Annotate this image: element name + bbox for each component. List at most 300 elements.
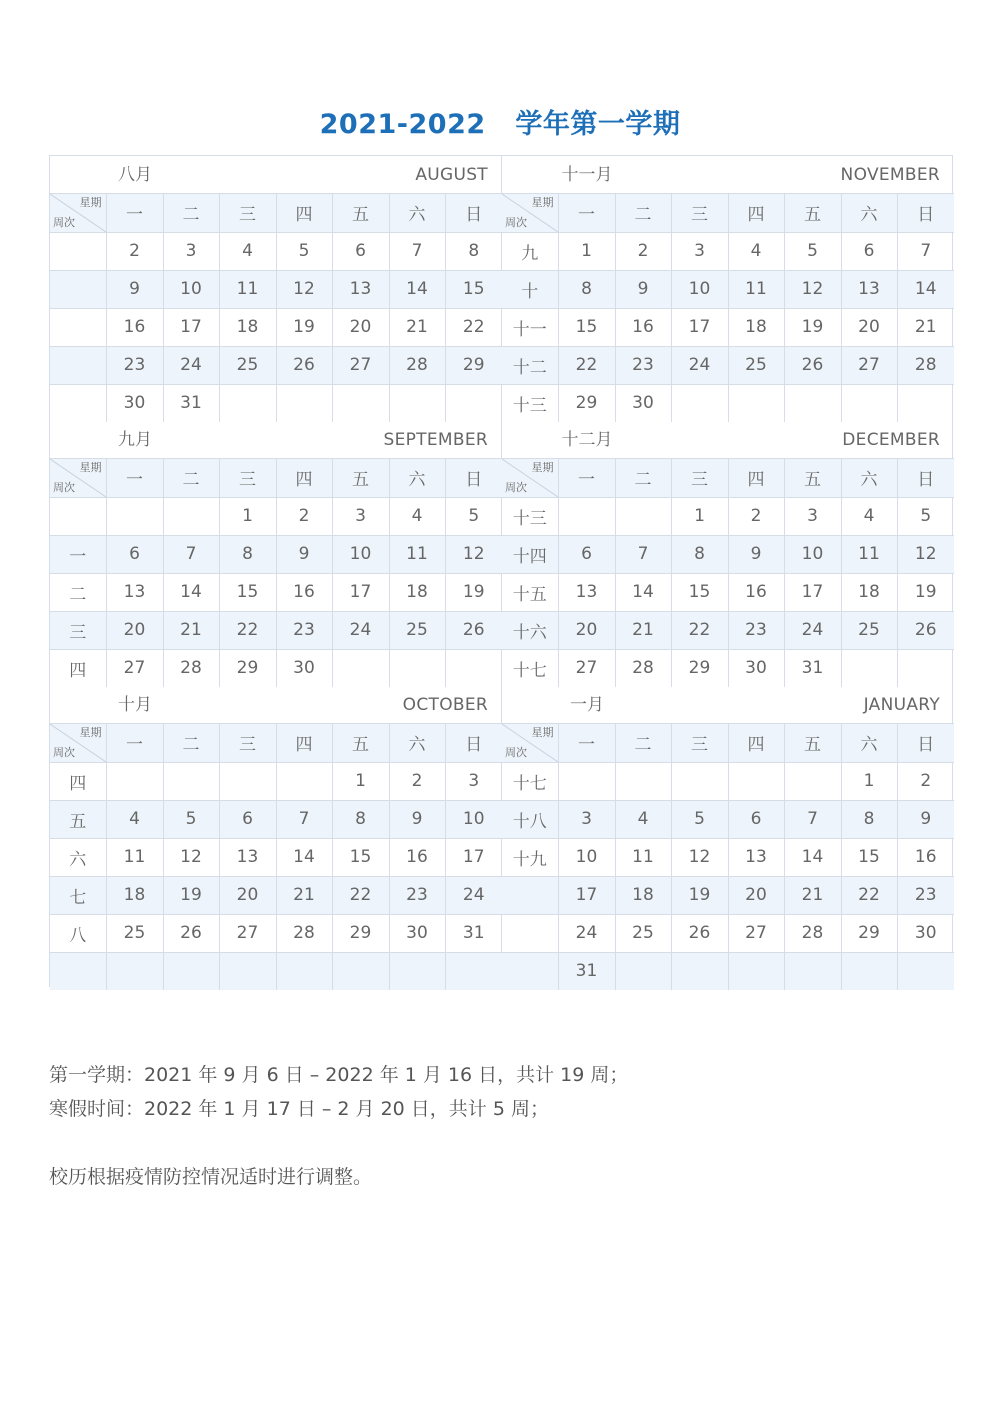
date-cell: 19 bbox=[276, 308, 332, 346]
date-cell: 26 bbox=[897, 611, 954, 649]
date-cell: 4 bbox=[841, 497, 897, 535]
date-cell: 28 bbox=[163, 649, 219, 687]
week-row bbox=[50, 876, 502, 914]
week-number-cell bbox=[50, 232, 106, 270]
week-number-cell: 十八 bbox=[502, 800, 558, 838]
week-number-cell bbox=[50, 952, 106, 990]
weekday-label: 二 bbox=[615, 724, 671, 762]
date-cell: 26 bbox=[445, 611, 502, 649]
week-number-cell: 十七 bbox=[502, 762, 558, 800]
weekday-label: 日 bbox=[445, 724, 502, 762]
date-cell: 31 bbox=[163, 384, 219, 422]
date-cell: 9 bbox=[276, 535, 332, 573]
date-cell: 14 bbox=[389, 270, 445, 308]
week-corner-cell bbox=[50, 724, 106, 762]
date-cell: 17 bbox=[784, 573, 841, 611]
week-number-cell: 十三 bbox=[502, 384, 558, 422]
month-name-cn: 十月 bbox=[118, 695, 152, 715]
week-row bbox=[502, 573, 954, 611]
date-cell: 12 bbox=[163, 838, 219, 876]
page-title: 2021-2022 学年第一学期 bbox=[319, 109, 681, 140]
weekday-label: 六 bbox=[841, 724, 897, 762]
date-cell: 11 bbox=[106, 838, 163, 876]
date-cell: 4 bbox=[219, 232, 276, 270]
date-cell: 31 bbox=[784, 649, 841, 687]
date-cell: 23 bbox=[106, 346, 163, 384]
date-cell: 23 bbox=[897, 876, 954, 914]
date-cell: 6 bbox=[558, 535, 615, 573]
date-cell: 11 bbox=[389, 535, 445, 573]
date-cell: 26 bbox=[163, 914, 219, 952]
weekday-header-row bbox=[502, 724, 954, 762]
week-number-cell bbox=[50, 346, 106, 384]
date-cell: 30 bbox=[276, 649, 332, 687]
weekday-label: 六 bbox=[389, 459, 445, 497]
weekday-label: 日 bbox=[897, 194, 954, 232]
date-cell: 7 bbox=[784, 800, 841, 838]
month-name-en: DECEMBER bbox=[842, 430, 940, 450]
week-number-cell: 十五 bbox=[502, 573, 558, 611]
date-cell: 19 bbox=[897, 573, 954, 611]
month-name-cn: 十一月 bbox=[561, 165, 613, 185]
weekday-label: 四 bbox=[276, 724, 332, 762]
month-name-cn: 十二月 bbox=[561, 430, 613, 450]
week-row bbox=[50, 384, 502, 422]
date-cell: 28 bbox=[615, 649, 671, 687]
date-cell bbox=[163, 762, 219, 800]
weekday-label: 日 bbox=[445, 459, 502, 497]
week-number-cell: 二 bbox=[50, 573, 106, 611]
weekday-header-row bbox=[50, 194, 502, 232]
week-number-cell bbox=[50, 497, 106, 535]
week-number-cell: 十二 bbox=[502, 346, 558, 384]
weekday-corner-label: 星期 bbox=[79, 196, 102, 209]
week-number-corner-label: 周次 bbox=[505, 480, 527, 494]
week-row bbox=[50, 308, 502, 346]
date-cell bbox=[106, 952, 163, 990]
date-cell: 21 bbox=[897, 308, 954, 346]
weekday-label: 六 bbox=[841, 194, 897, 232]
date-cell: 26 bbox=[671, 914, 728, 952]
date-cell bbox=[784, 384, 841, 422]
month-header bbox=[50, 686, 502, 724]
date-cell: 25 bbox=[219, 346, 276, 384]
date-cell: 11 bbox=[219, 270, 276, 308]
date-cell: 28 bbox=[276, 914, 332, 952]
date-cell: 28 bbox=[897, 346, 954, 384]
weekday-label: 一 bbox=[106, 194, 163, 232]
date-cell bbox=[897, 952, 954, 990]
weekday-label: 四 bbox=[276, 459, 332, 497]
date-cell: 16 bbox=[897, 838, 954, 876]
month-block bbox=[50, 156, 502, 422]
date-cell: 3 bbox=[671, 232, 728, 270]
date-cell: 29 bbox=[219, 649, 276, 687]
date-cell: 30 bbox=[389, 914, 445, 952]
weekday-corner-label: 星期 bbox=[79, 726, 102, 739]
date-cell: 8 bbox=[332, 800, 389, 838]
date-cell: 2 bbox=[615, 232, 671, 270]
date-cell: 16 bbox=[389, 838, 445, 876]
date-cell: 26 bbox=[784, 346, 841, 384]
week-row bbox=[502, 649, 954, 687]
date-cell bbox=[784, 952, 841, 990]
date-cell bbox=[445, 649, 502, 687]
weekday-label: 二 bbox=[615, 194, 671, 232]
week-corner-cell bbox=[502, 194, 558, 232]
date-cell: 4 bbox=[389, 497, 445, 535]
date-cell: 30 bbox=[106, 384, 163, 422]
date-cell: 22 bbox=[841, 876, 897, 914]
month-header bbox=[502, 686, 954, 724]
month-name-en: SEPTEMBER bbox=[383, 430, 488, 450]
date-cell: 2 bbox=[106, 232, 163, 270]
date-cell: 6 bbox=[332, 232, 389, 270]
month-block bbox=[502, 421, 954, 687]
month-name-en: AUGUST bbox=[415, 165, 488, 185]
week-row bbox=[502, 535, 954, 573]
week-row bbox=[50, 952, 502, 990]
week-number-cell: 四 bbox=[50, 762, 106, 800]
week-corner-cell bbox=[50, 194, 106, 232]
week-number-cell: 八 bbox=[50, 914, 106, 952]
date-cell: 17 bbox=[332, 573, 389, 611]
date-cell: 6 bbox=[219, 800, 276, 838]
weekday-label: 一 bbox=[106, 459, 163, 497]
date-cell: 27 bbox=[841, 346, 897, 384]
date-cell bbox=[332, 649, 389, 687]
date-cell: 25 bbox=[615, 914, 671, 952]
month-block bbox=[50, 686, 502, 990]
week-row bbox=[502, 346, 954, 384]
weekday-label: 二 bbox=[163, 194, 219, 232]
date-cell: 8 bbox=[219, 535, 276, 573]
month-grid bbox=[50, 724, 502, 990]
weekday-corner-label: 星期 bbox=[79, 461, 102, 474]
date-cell: 11 bbox=[728, 270, 784, 308]
date-cell: 1 bbox=[332, 762, 389, 800]
week-number-cell: 十三 bbox=[502, 497, 558, 535]
date-cell bbox=[276, 762, 332, 800]
date-cell bbox=[276, 384, 332, 422]
date-cell: 22 bbox=[219, 611, 276, 649]
week-number-cell: 一 bbox=[50, 535, 106, 573]
date-cell: 15 bbox=[332, 838, 389, 876]
date-cell bbox=[615, 762, 671, 800]
week-row bbox=[50, 762, 502, 800]
date-cell bbox=[276, 952, 332, 990]
date-cell: 2 bbox=[728, 497, 784, 535]
week-row bbox=[502, 800, 954, 838]
date-cell: 2 bbox=[276, 497, 332, 535]
week-number-cell bbox=[50, 308, 106, 346]
date-cell: 15 bbox=[219, 573, 276, 611]
date-cell: 12 bbox=[784, 270, 841, 308]
weekday-corner-label: 星期 bbox=[531, 196, 554, 209]
week-number-cell: 六 bbox=[50, 838, 106, 876]
date-cell: 4 bbox=[106, 800, 163, 838]
weekday-label: 三 bbox=[219, 194, 276, 232]
weekday-header-row bbox=[50, 724, 502, 762]
date-cell bbox=[389, 952, 445, 990]
date-cell: 30 bbox=[615, 384, 671, 422]
date-cell bbox=[163, 952, 219, 990]
date-cell: 25 bbox=[106, 914, 163, 952]
month-header bbox=[502, 156, 954, 194]
date-cell: 1 bbox=[841, 762, 897, 800]
date-cell: 27 bbox=[728, 914, 784, 952]
week-number-cell bbox=[50, 270, 106, 308]
date-cell: 7 bbox=[276, 800, 332, 838]
week-number-cell: 十九 bbox=[502, 838, 558, 876]
month-header bbox=[50, 421, 502, 459]
date-cell bbox=[784, 762, 841, 800]
date-cell bbox=[106, 762, 163, 800]
date-cell: 15 bbox=[558, 308, 615, 346]
week-number-cell: 十七 bbox=[502, 649, 558, 687]
weekday-label: 二 bbox=[163, 459, 219, 497]
date-cell: 27 bbox=[219, 914, 276, 952]
note-line: 第一学期：2021 年 9 月 6 日 – 2022 年 1 月 16 日，共计 19 周； bbox=[49, 1064, 629, 1086]
date-cell: 18 bbox=[615, 876, 671, 914]
weekday-label: 五 bbox=[784, 459, 841, 497]
date-cell: 22 bbox=[332, 876, 389, 914]
date-cell: 24 bbox=[445, 876, 502, 914]
week-row bbox=[50, 649, 502, 687]
week-number-cell: 四 bbox=[50, 649, 106, 687]
weekday-header-row bbox=[502, 194, 954, 232]
weekday-label: 日 bbox=[897, 724, 954, 762]
weekday-header-row bbox=[502, 459, 954, 497]
date-cell: 21 bbox=[163, 611, 219, 649]
date-cell: 9 bbox=[389, 800, 445, 838]
date-cell: 14 bbox=[276, 838, 332, 876]
week-row bbox=[502, 384, 954, 422]
date-cell: 5 bbox=[784, 232, 841, 270]
date-cell: 27 bbox=[332, 346, 389, 384]
date-cell: 8 bbox=[841, 800, 897, 838]
week-number-cell: 十四 bbox=[502, 535, 558, 573]
date-cell bbox=[841, 649, 897, 687]
date-cell: 12 bbox=[445, 535, 502, 573]
date-cell: 10 bbox=[671, 270, 728, 308]
date-cell: 10 bbox=[332, 535, 389, 573]
week-row bbox=[50, 800, 502, 838]
semester-notes bbox=[49, 1058, 949, 1194]
month-name-cn: 八月 bbox=[118, 165, 152, 185]
date-cell: 28 bbox=[389, 346, 445, 384]
date-cell: 29 bbox=[558, 384, 615, 422]
date-cell: 11 bbox=[841, 535, 897, 573]
date-cell: 12 bbox=[671, 838, 728, 876]
date-cell: 18 bbox=[219, 308, 276, 346]
date-cell bbox=[332, 384, 389, 422]
date-cell: 18 bbox=[106, 876, 163, 914]
date-cell: 9 bbox=[728, 535, 784, 573]
date-cell: 17 bbox=[671, 308, 728, 346]
date-cell: 20 bbox=[728, 876, 784, 914]
weekday-label: 五 bbox=[332, 459, 389, 497]
date-cell: 21 bbox=[615, 611, 671, 649]
date-cell: 3 bbox=[784, 497, 841, 535]
weekday-label: 五 bbox=[784, 194, 841, 232]
date-cell: 8 bbox=[671, 535, 728, 573]
date-cell: 8 bbox=[558, 270, 615, 308]
weekday-corner-label: 星期 bbox=[531, 726, 554, 739]
date-cell: 29 bbox=[332, 914, 389, 952]
weekday-label: 五 bbox=[332, 194, 389, 232]
weekday-label: 四 bbox=[276, 194, 332, 232]
date-cell: 24 bbox=[558, 914, 615, 952]
date-cell: 10 bbox=[784, 535, 841, 573]
date-cell: 2 bbox=[389, 762, 445, 800]
date-cell: 3 bbox=[163, 232, 219, 270]
weekday-label: 二 bbox=[163, 724, 219, 762]
date-cell: 14 bbox=[784, 838, 841, 876]
date-cell: 13 bbox=[106, 573, 163, 611]
date-cell: 13 bbox=[219, 838, 276, 876]
date-cell: 19 bbox=[671, 876, 728, 914]
date-cell: 4 bbox=[728, 232, 784, 270]
weekday-label: 五 bbox=[784, 724, 841, 762]
week-row bbox=[502, 952, 954, 990]
weekday-label: 六 bbox=[841, 459, 897, 497]
date-cell: 15 bbox=[445, 270, 502, 308]
date-cell: 19 bbox=[445, 573, 502, 611]
date-cell bbox=[219, 762, 276, 800]
date-cell: 5 bbox=[163, 800, 219, 838]
date-cell: 5 bbox=[671, 800, 728, 838]
weekday-label: 三 bbox=[219, 459, 276, 497]
weekday-label: 一 bbox=[558, 194, 615, 232]
weekday-label: 五 bbox=[332, 724, 389, 762]
weekday-label: 三 bbox=[671, 459, 728, 497]
date-cell: 13 bbox=[728, 838, 784, 876]
date-cell: 9 bbox=[615, 270, 671, 308]
date-cell bbox=[163, 497, 219, 535]
date-cell bbox=[897, 649, 954, 687]
date-cell: 31 bbox=[558, 952, 615, 990]
week-row bbox=[502, 914, 954, 952]
date-cell: 17 bbox=[445, 838, 502, 876]
date-cell: 14 bbox=[163, 573, 219, 611]
month-block bbox=[50, 421, 502, 687]
week-number-corner-label: 周次 bbox=[53, 745, 75, 759]
date-cell: 20 bbox=[219, 876, 276, 914]
date-cell bbox=[897, 384, 954, 422]
date-cell: 25 bbox=[728, 346, 784, 384]
date-cell: 7 bbox=[163, 535, 219, 573]
weekday-label: 一 bbox=[106, 724, 163, 762]
week-number-cell bbox=[502, 876, 558, 914]
week-number-cell: 十六 bbox=[502, 611, 558, 649]
date-cell: 7 bbox=[897, 232, 954, 270]
date-cell: 16 bbox=[728, 573, 784, 611]
date-cell bbox=[558, 497, 615, 535]
month-block bbox=[502, 686, 954, 990]
date-cell bbox=[841, 952, 897, 990]
date-cell: 29 bbox=[841, 914, 897, 952]
date-cell: 5 bbox=[276, 232, 332, 270]
month-name-cn: 九月 bbox=[118, 430, 152, 450]
date-cell bbox=[728, 762, 784, 800]
date-cell: 23 bbox=[728, 611, 784, 649]
weekday-label: 三 bbox=[219, 724, 276, 762]
date-cell: 5 bbox=[897, 497, 954, 535]
week-corner-cell bbox=[50, 459, 106, 497]
date-cell: 23 bbox=[389, 876, 445, 914]
date-cell: 9 bbox=[897, 800, 954, 838]
week-number-cell: 三 bbox=[50, 611, 106, 649]
date-cell bbox=[558, 762, 615, 800]
month-grid bbox=[502, 194, 954, 422]
weekday-label: 六 bbox=[389, 724, 445, 762]
date-cell: 14 bbox=[615, 573, 671, 611]
date-cell: 24 bbox=[163, 346, 219, 384]
date-cell bbox=[841, 384, 897, 422]
weekday-label: 一 bbox=[558, 724, 615, 762]
date-cell: 20 bbox=[106, 611, 163, 649]
date-cell: 17 bbox=[163, 308, 219, 346]
date-cell: 22 bbox=[558, 346, 615, 384]
date-cell bbox=[671, 762, 728, 800]
weekday-label: 三 bbox=[671, 194, 728, 232]
date-cell: 29 bbox=[445, 346, 502, 384]
week-number-corner-label: 周次 bbox=[53, 480, 75, 494]
weekday-label: 二 bbox=[615, 459, 671, 497]
month-header bbox=[50, 156, 502, 194]
date-cell: 21 bbox=[784, 876, 841, 914]
month-grid bbox=[502, 459, 954, 687]
week-corner-cell bbox=[502, 724, 558, 762]
note-line: 寒假时间：2022 年 1 月 17 日 – 2 月 20 日，共计 5 周； bbox=[49, 1098, 549, 1120]
date-cell: 5 bbox=[445, 497, 502, 535]
date-cell: 28 bbox=[784, 914, 841, 952]
date-cell: 20 bbox=[332, 308, 389, 346]
weekday-label: 四 bbox=[728, 724, 784, 762]
week-row bbox=[50, 573, 502, 611]
date-cell bbox=[445, 952, 502, 990]
week-row bbox=[502, 497, 954, 535]
date-cell: 4 bbox=[615, 800, 671, 838]
month-block bbox=[502, 156, 954, 422]
date-cell: 11 bbox=[615, 838, 671, 876]
week-row bbox=[50, 270, 502, 308]
date-cell: 26 bbox=[276, 346, 332, 384]
date-cell bbox=[615, 497, 671, 535]
date-cell: 15 bbox=[671, 573, 728, 611]
date-cell: 10 bbox=[558, 838, 615, 876]
date-cell: 18 bbox=[389, 573, 445, 611]
month-grid bbox=[502, 724, 954, 990]
week-number-cell bbox=[50, 384, 106, 422]
spacer bbox=[49, 1126, 949, 1160]
week-row bbox=[50, 497, 502, 535]
date-cell: 22 bbox=[671, 611, 728, 649]
date-cell: 14 bbox=[897, 270, 954, 308]
date-cell: 25 bbox=[389, 611, 445, 649]
week-row bbox=[50, 346, 502, 384]
week-number-cell bbox=[502, 952, 558, 990]
week-row bbox=[502, 876, 954, 914]
date-cell: 1 bbox=[558, 232, 615, 270]
week-number-corner-label: 周次 bbox=[505, 745, 527, 759]
week-number-cell: 七 bbox=[50, 876, 106, 914]
month-name-cn: 一月 bbox=[570, 695, 604, 715]
weekday-label: 一 bbox=[558, 459, 615, 497]
date-cell bbox=[219, 952, 276, 990]
date-cell bbox=[389, 384, 445, 422]
